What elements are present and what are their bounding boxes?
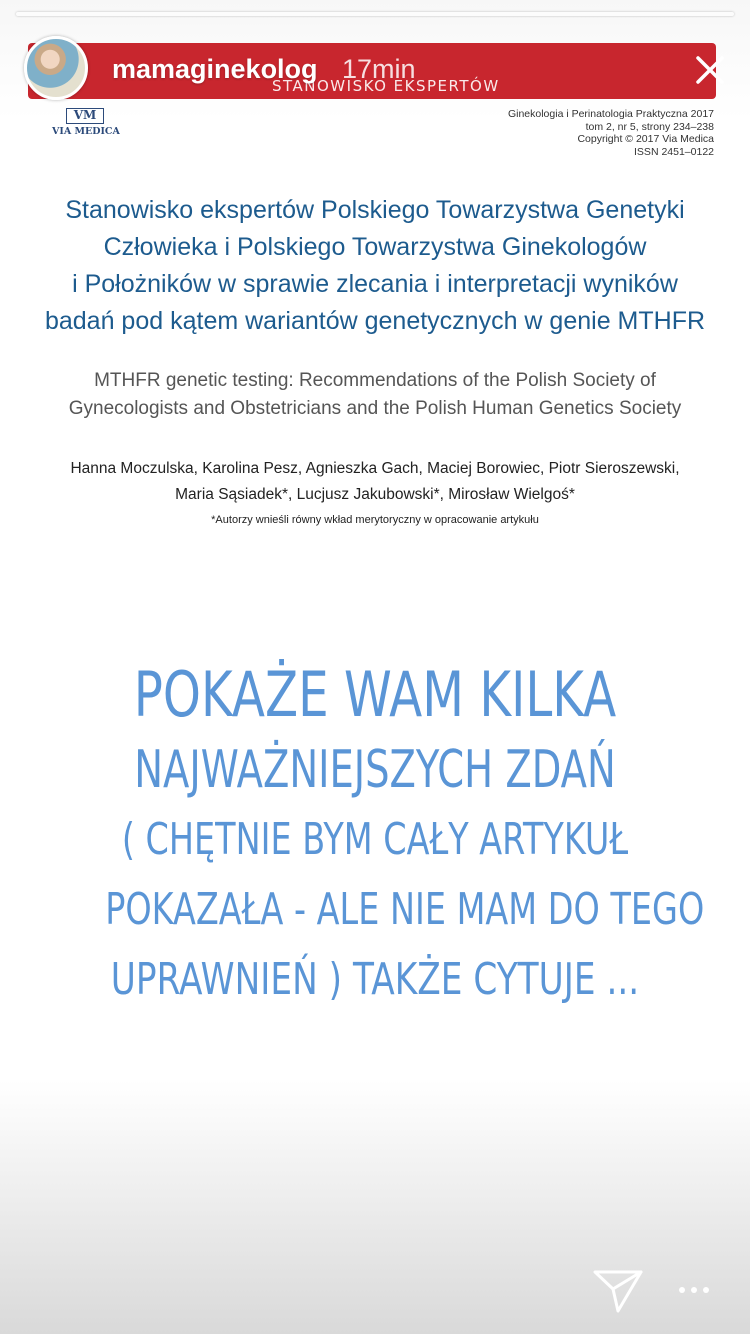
overlay-line: ( CHĘTNIE BYM CAŁY ARTYKUŁ — [121, 814, 629, 865]
logo-name: VIA MEDICA — [52, 126, 120, 137]
authors-line: Hanna Moczulska, Karolina Pesz, Agnieszka Gach, Maciej Borowiec, Piotr Sieroszewski, — [70, 460, 680, 477]
story-progress-bar — [16, 12, 734, 16]
document-subtitle — [40, 367, 710, 423]
logo-letters: VM — [73, 108, 97, 122]
journal-line: ISSN 2451–0122 — [634, 145, 714, 158]
journal-line: Ginekologia i Perinatologia Praktyczna 2017 — [507, 108, 714, 120]
overlay-line: NAJWAŻNIEJSZYCH ZDAŃ — [134, 740, 616, 800]
title-line: Stanowisko ekspertów Polskiego Towarzystwa Genetyki — [65, 196, 685, 224]
title-line: badań pod kątem wariantów genetycznych w genie MTHFR — [44, 307, 706, 335]
title-line: Człowieka i Polskiego Towarzystwa Ginekologów — [103, 233, 647, 261]
overlay-line: POKAZAŁA - ALE NIE MAM DO TEGO — [105, 884, 705, 935]
document-title — [30, 192, 720, 340]
close-icon — [688, 48, 732, 92]
document-note: *Autorzy wnieśli równy wkład merytoryczny w opracowanie artykułu — [211, 514, 539, 526]
journal-line: tom 2, nr 5, strony 234–238 — [585, 120, 714, 133]
journal-line: Copyright © 2017 Via Medica — [577, 133, 714, 145]
title-line: i Położników w sprawie zlecania i interpretacji wyników — [72, 270, 678, 298]
authors-line: Maria Sąsiadek*, Lucjusz Jakubowski*, Mirosław Wielgoś* — [175, 486, 575, 503]
send-button[interactable] — [592, 1268, 644, 1314]
document-band-text: STANOWISKO EKSPERTÓW — [272, 77, 500, 95]
document-authors — [40, 456, 710, 508]
more-options-button[interactable] — [674, 1280, 714, 1300]
journal-info — [508, 108, 714, 158]
story-text-overlay — [20, 655, 730, 1015]
overlay-line: UPRAWNIEŃ ) TAKŻE CYTUJE ... — [110, 954, 640, 1005]
story-username[interactable]: mamaginekolog — [112, 54, 318, 84]
close-button[interactable] — [688, 48, 732, 92]
avatar[interactable] — [24, 36, 88, 100]
paper-plane-icon — [592, 1268, 644, 1314]
via-medica-logo — [52, 108, 118, 138]
story-timestamp: 17min — [342, 54, 416, 84]
subtitle-line: Gynecologists and Obstetricians and the Polish Human Genetics Society — [68, 398, 682, 419]
more-dots-icon — [674, 1280, 714, 1300]
subtitle-line: MTHFR genetic testing: Recommendations of the Polish Society of — [94, 370, 656, 391]
overlay-line: POKAŻE WAM KILKA — [133, 658, 617, 731]
